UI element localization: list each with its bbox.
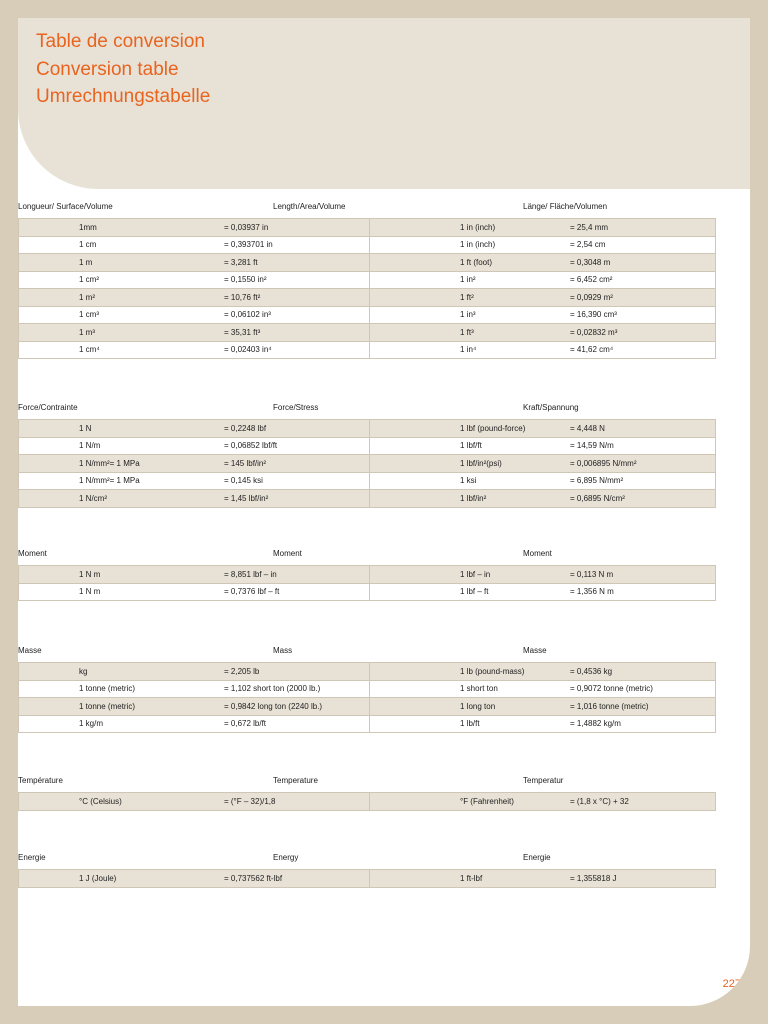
table-spacer [370, 680, 461, 698]
section-heading: Température [18, 776, 63, 785]
section-headings [18, 202, 713, 216]
conversion-table [18, 419, 716, 508]
table-cell: 1 lbf (pound-force) [460, 420, 570, 438]
table-spacer [370, 306, 461, 324]
table-cell: 1 in (inch) [460, 219, 570, 237]
section-heading: Moment [273, 549, 302, 558]
section-headings [18, 403, 713, 417]
table-spacer [19, 566, 80, 584]
table-cell: = 0,03937 in [224, 219, 370, 237]
table-cell: 1 tonne (metric) [79, 698, 224, 716]
table-row [19, 793, 716, 811]
table-cell: = 1,45 lbf/in² [224, 490, 370, 508]
table-spacer [19, 236, 80, 254]
table-spacer [370, 663, 461, 681]
table-spacer [19, 490, 80, 508]
section-heading: Moment [18, 549, 47, 558]
table-cell: 1 lbf/in² [460, 490, 570, 508]
table-cell: 1 cm³ [79, 306, 224, 324]
table-spacer [19, 663, 80, 681]
table-cell: 1 ft³ [460, 324, 570, 342]
conversion-section [18, 646, 713, 733]
table-cell: = 0,113 N m [570, 566, 716, 584]
table-cell: 1 in⁴ [460, 341, 570, 359]
section-heading: Force/Stress [273, 403, 319, 412]
table-row [19, 420, 716, 438]
title-english: Conversion table [36, 58, 179, 80]
table-cell: = 0,9842 long ton (2240 lb.) [224, 698, 370, 716]
table-spacer [370, 793, 461, 811]
conversion-section [18, 776, 713, 811]
table-cell: = 0,0929 m² [570, 289, 716, 307]
conversion-section [18, 403, 713, 508]
conversion-table [18, 662, 716, 733]
table-cell: 1 N/mm²= 1 MPa [79, 455, 224, 473]
table-cell: °C (Celsius) [79, 793, 224, 811]
table-spacer [370, 420, 461, 438]
table-cell: 1 cm² [79, 271, 224, 289]
section-heading: Temperatur [523, 776, 564, 785]
table-row [19, 870, 716, 888]
table-row [19, 289, 716, 307]
table-cell: 1mm [79, 219, 224, 237]
table-cell: °F (Fahrenheit) [460, 793, 570, 811]
table-spacer [19, 472, 80, 490]
table-row [19, 663, 716, 681]
table-cell: 1 ft-lbf [460, 870, 570, 888]
table-cell: = 1,102 short ton (2000 lb.) [224, 680, 370, 698]
table-cell: = 1,355818 J [570, 870, 716, 888]
table-cell: 1 lbf/ft [460, 437, 570, 455]
table-row [19, 437, 716, 455]
title-french: Table de conversion [36, 31, 205, 52]
table-spacer [19, 219, 80, 237]
table-cell: = 6,452 cm² [570, 271, 716, 289]
table-cell: 1 N m [79, 566, 224, 584]
table-cell: = 2,205 lb [224, 663, 370, 681]
table-spacer [19, 271, 80, 289]
table-spacer [370, 566, 461, 584]
table-cell: = 35,31 ft³ [224, 324, 370, 342]
table-cell: = 0,006895 N/mm² [570, 455, 716, 473]
section-headings [18, 853, 713, 867]
table-row [19, 271, 716, 289]
section-headings [18, 646, 713, 660]
table-spacer [19, 455, 80, 473]
table-row [19, 583, 716, 601]
table-spacer [370, 870, 461, 888]
table-cell: 1 lb/ft [460, 715, 570, 733]
table-row [19, 254, 716, 272]
table-cell: 1 cm⁴ [79, 341, 224, 359]
section-heading: Temperature [273, 776, 318, 785]
section-heading: Mass [273, 646, 293, 655]
table-cell: = 0,7376 lbf – ft [224, 583, 370, 601]
table-cell: 1 N/m [79, 437, 224, 455]
table-cell: = 8,851 lbf – in [224, 566, 370, 584]
table-spacer [19, 254, 80, 272]
table-spacer [19, 420, 80, 438]
title-german: Umrechnungstabelle [36, 86, 211, 107]
table-row [19, 455, 716, 473]
table-cell: 1 N/mm²= 1 MPa [79, 472, 224, 490]
table-spacer [370, 472, 461, 490]
table-cell: 1 N/cm² [79, 490, 224, 508]
section-heading: Energy [273, 853, 299, 862]
conversion-table [18, 792, 716, 811]
table-spacer [370, 236, 461, 254]
table-spacer [19, 437, 80, 455]
table-cell: = 0,1550 in² [224, 271, 370, 289]
table-cell: 1 m³ [79, 324, 224, 342]
table-row [19, 715, 716, 733]
section-headings [18, 549, 713, 563]
table-cell: = 25,4 mm [570, 219, 716, 237]
table-cell: = 4,448 N [570, 420, 716, 438]
conversion-section [18, 853, 713, 888]
table-spacer [19, 715, 80, 733]
table-row [19, 490, 716, 508]
table-cell: 1 kg/m [79, 715, 224, 733]
section-heading: Masse [523, 646, 547, 655]
table-cell: = 145 lbf/in² [224, 455, 370, 473]
section-heading: Länge/ Fläche/Volumen [523, 202, 608, 211]
page-number: 227 [722, 978, 741, 990]
section-headings [18, 776, 713, 790]
table-spacer [19, 324, 80, 342]
table-cell: = 3,281 ft [224, 254, 370, 272]
table-cell: = 0,672 lb/ft [224, 715, 370, 733]
table-cell: = 10,76 ft² [224, 289, 370, 307]
table-spacer [370, 254, 461, 272]
table-row [19, 698, 716, 716]
table-spacer [370, 455, 461, 473]
table-spacer [370, 698, 461, 716]
table-cell: 1 N [79, 420, 224, 438]
section-heading: Masse [18, 646, 42, 655]
table-cell: 1 long ton [460, 698, 570, 716]
table-spacer [370, 437, 461, 455]
table-cell: 1 lbf/in²(psi) [460, 455, 570, 473]
table-spacer [19, 289, 80, 307]
table-spacer [19, 698, 80, 716]
table-cell: = 14,59 N/m [570, 437, 716, 455]
table-row [19, 341, 716, 359]
table-cell: = 0,9072 tonne (metric) [570, 680, 716, 698]
table-cell: 1 N m [79, 583, 224, 601]
table-cell: = 16,390 cm³ [570, 306, 716, 324]
section-heading: Energie [523, 853, 551, 862]
table-cell: 1 m [79, 254, 224, 272]
table-cell: = 0,4536 kg [570, 663, 716, 681]
table-cell: 1 lb (pound-mass) [460, 663, 570, 681]
table-cell: = 0,145 ksi [224, 472, 370, 490]
table-row [19, 324, 716, 342]
table-spacer [370, 341, 461, 359]
table-cell: = 0,3048 m [570, 254, 716, 272]
table-spacer [19, 870, 80, 888]
table-cell: 1 lbf – in [460, 566, 570, 584]
table-spacer [19, 680, 80, 698]
table-cell: = 1,356 N m [570, 583, 716, 601]
section-heading: Length/Area/Volume [273, 202, 346, 211]
section-heading: Force/Contrainte [18, 403, 78, 412]
table-cell: = (1,8 x °C) + 32 [570, 793, 716, 811]
table-cell: 1 short ton [460, 680, 570, 698]
table-row [19, 472, 716, 490]
conversion-section [18, 202, 713, 359]
table-cell: = 0,02403 in⁴ [224, 341, 370, 359]
page-title [36, 28, 210, 111]
table-cell: 1 cm [79, 236, 224, 254]
table-cell: = 41,62 cm⁴ [570, 341, 716, 359]
conversion-table [18, 565, 716, 601]
conversion-table [18, 218, 716, 359]
table-cell: 1 in (inch) [460, 236, 570, 254]
table-row [19, 680, 716, 698]
table-cell: = (°F – 32)/1,8 [224, 793, 370, 811]
table-cell: kg [79, 663, 224, 681]
table-spacer [370, 583, 461, 601]
table-cell: = 1,016 tonne (metric) [570, 698, 716, 716]
table-cell: = 0,02832 m³ [570, 324, 716, 342]
conversion-section [18, 549, 713, 601]
table-cell: = 0,06852 lbf/ft [224, 437, 370, 455]
section-heading: Kraft/Spannung [523, 403, 579, 412]
table-cell: = 6,895 N/mm² [570, 472, 716, 490]
table-cell: 1 ksi [460, 472, 570, 490]
table-cell: = 0,737562 ft-lbf [224, 870, 370, 888]
table-spacer [370, 715, 461, 733]
table-row [19, 219, 716, 237]
table-spacer [19, 306, 80, 324]
table-cell: 1 ft² [460, 289, 570, 307]
section-heading: Moment [523, 549, 552, 558]
conversion-table [18, 869, 716, 888]
table-cell: 1 in² [460, 271, 570, 289]
table-spacer [370, 324, 461, 342]
table-cell: = 0,6895 N/cm² [570, 490, 716, 508]
table-cell: = 1,4882 kg/m [570, 715, 716, 733]
section-heading: Longueur/ Surface/Volume [18, 202, 113, 211]
table-spacer [19, 341, 80, 359]
table-cell: = 0,393701 in [224, 236, 370, 254]
table-cell: 1 in³ [460, 306, 570, 324]
table-spacer [370, 490, 461, 508]
table-spacer [370, 219, 461, 237]
table-cell: = 0,2248 lbf [224, 420, 370, 438]
table-spacer [19, 583, 80, 601]
table-row [19, 236, 716, 254]
table-cell: 1 tonne (metric) [79, 680, 224, 698]
table-cell: 1 lbf – ft [460, 583, 570, 601]
table-row [19, 306, 716, 324]
table-spacer [19, 793, 80, 811]
table-cell: 1 m² [79, 289, 224, 307]
header-band [18, 18, 750, 189]
table-spacer [370, 289, 461, 307]
table-cell: 1 ft (foot) [460, 254, 570, 272]
table-row [19, 566, 716, 584]
table-cell: = 2,54 cm [570, 236, 716, 254]
section-heading: Energie [18, 853, 46, 862]
table-cell: = 0,06102 in³ [224, 306, 370, 324]
table-cell: 1 J (Joule) [79, 870, 224, 888]
table-spacer [370, 271, 461, 289]
